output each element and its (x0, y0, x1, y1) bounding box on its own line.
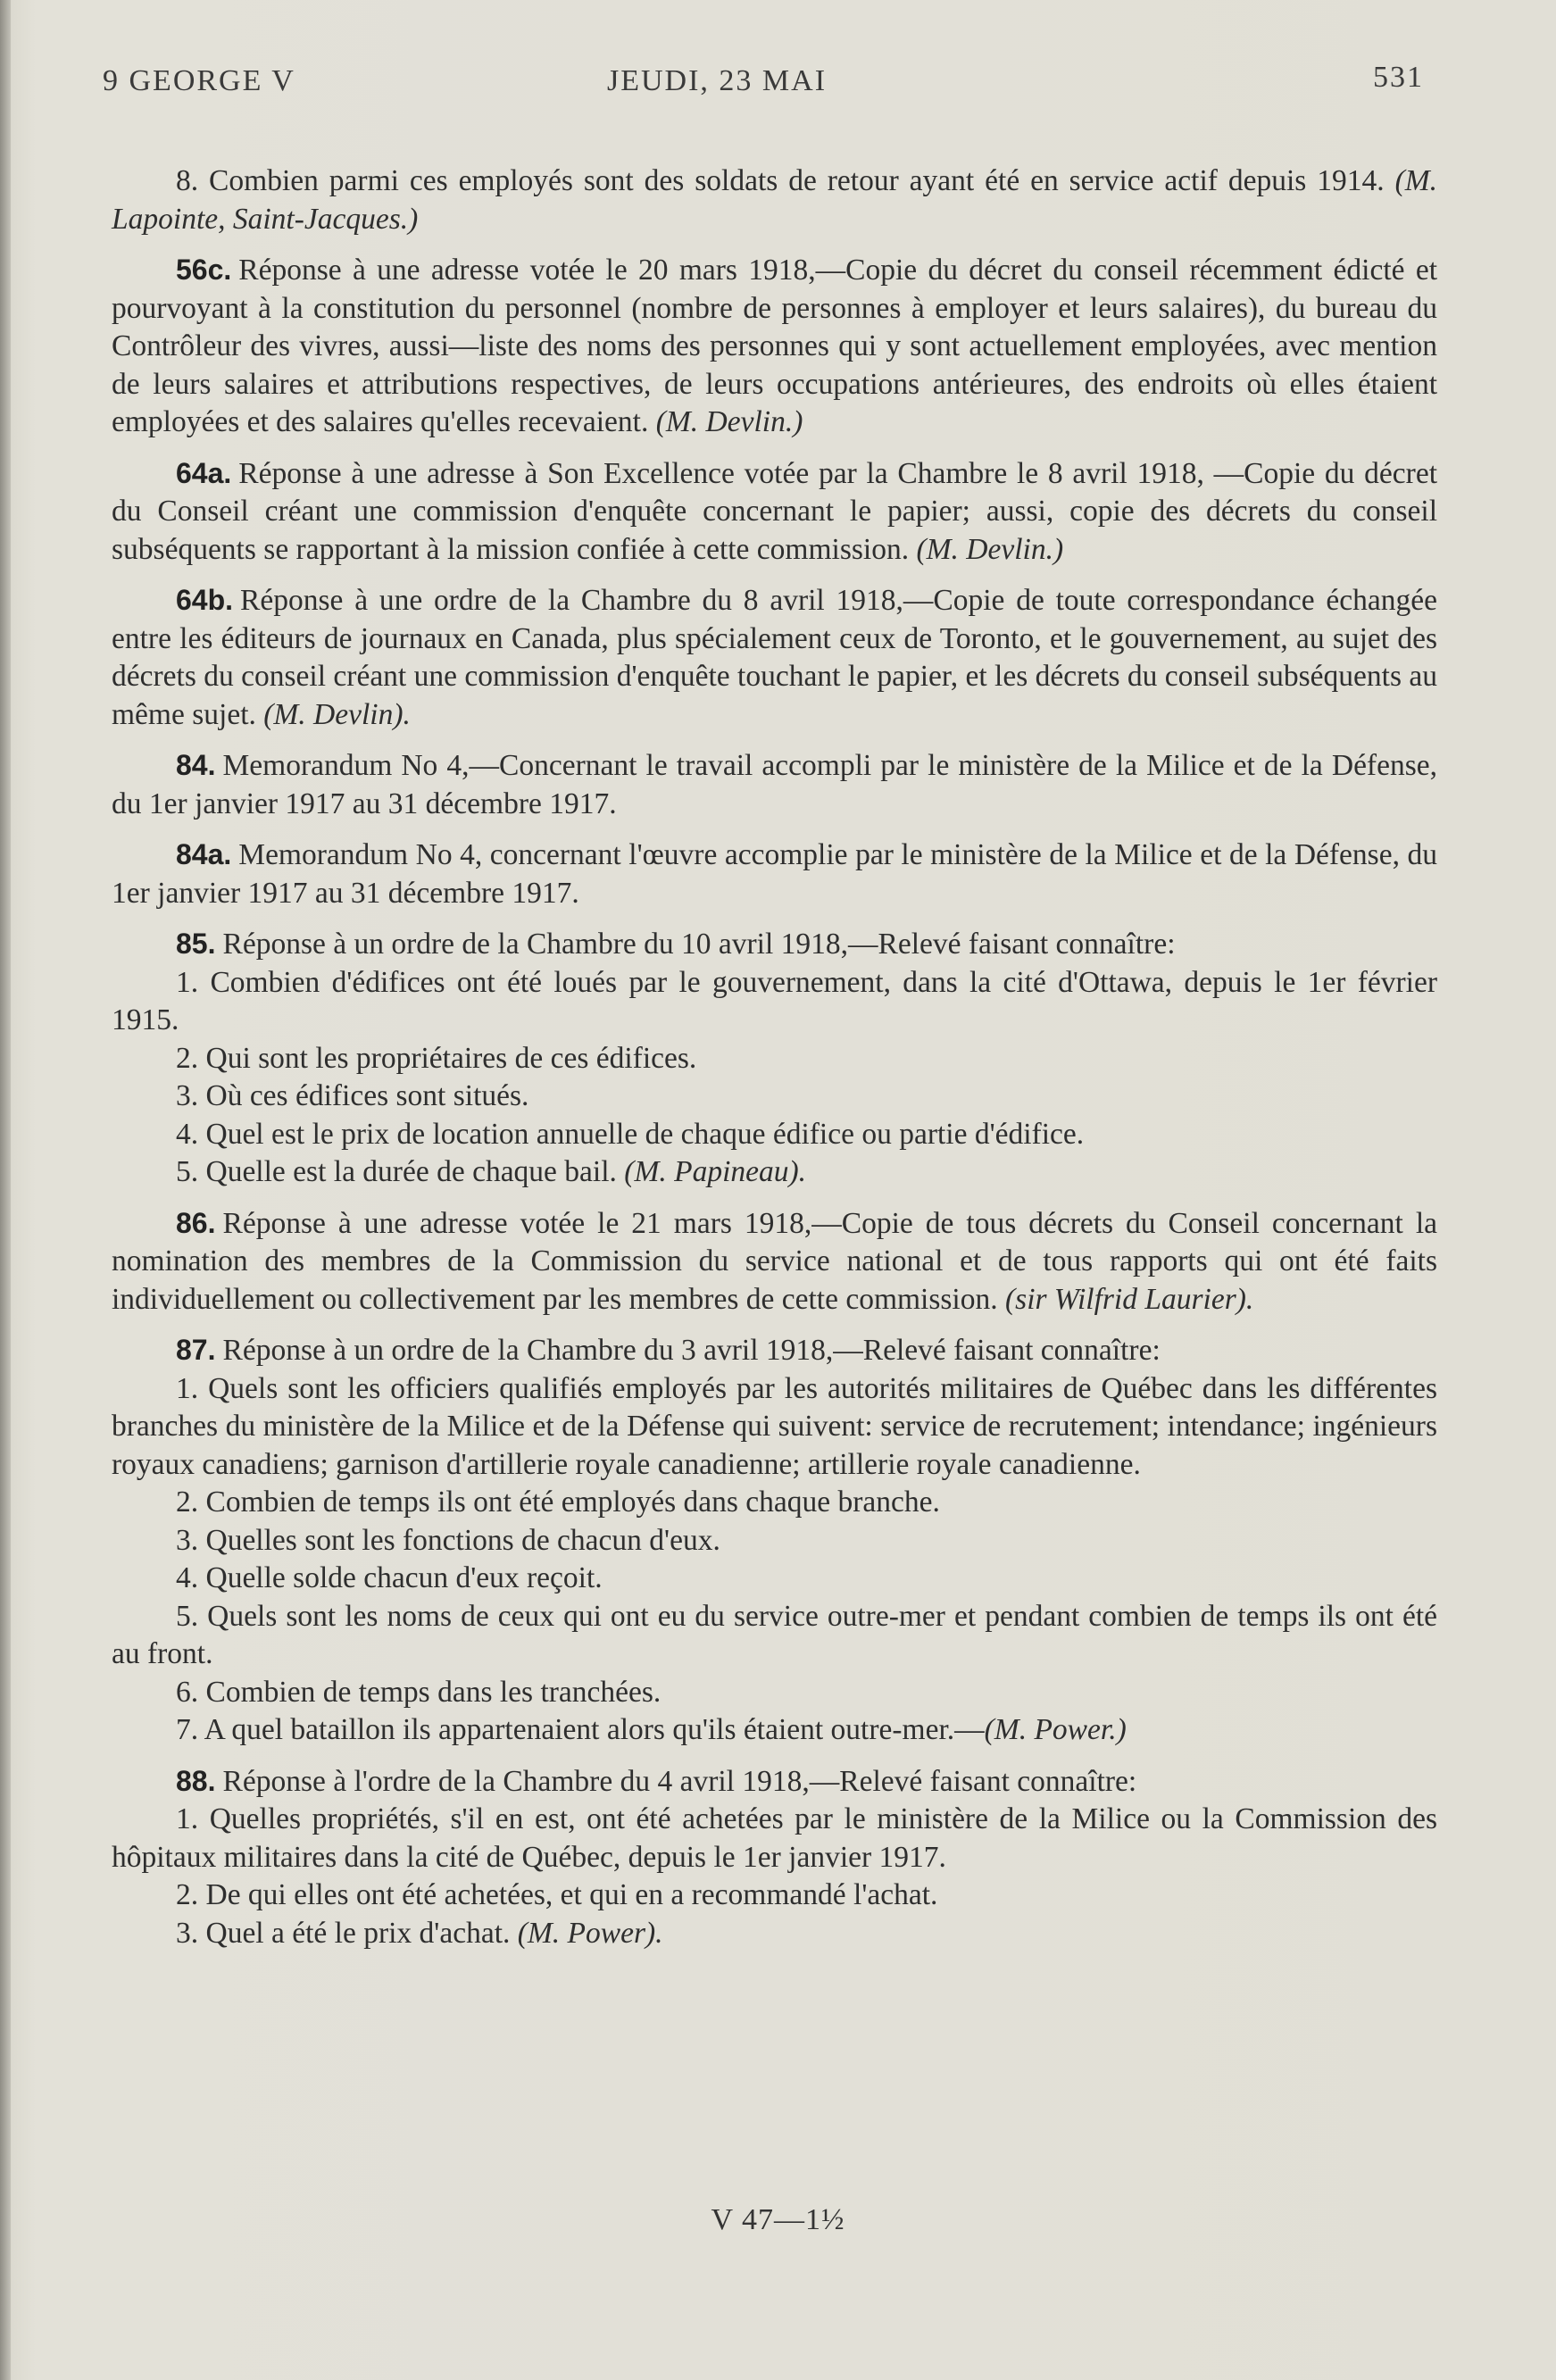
sub-question-text: 5. Quelle est la durée de chaque bail. (176, 1155, 617, 1188)
entry-number: 64a. (176, 456, 232, 489)
page-header (103, 61, 1424, 109)
entry-author: (M. Devlin.) (655, 405, 803, 438)
entry-number: 87. (176, 1334, 216, 1366)
entry-number: 88. (176, 1764, 216, 1797)
sub-question-text: 1. Quelles propriétés, s'il en est, ont été achetées par le ministère de la Milice ou la Commission des hôpitaux militaires dans la cité de Québec, depuis le 1er janvier 1917. (112, 1802, 1437, 1874)
entry-number: 64b. (176, 584, 234, 616)
sub-question-text: 1. Quels sont les officiers qualifiés employés par les autorités militaires de Québec dans les différentes branches du ministère de la Milice et de la Défense qui suivent: service de recrutement; intendance; ingénieurs royaux canadiens; garnison d'artillerie royale canadienne; artillerie royale canadienne. (112, 1371, 1437, 1481)
entry-number: 84. (176, 749, 216, 781)
sub-question-text: 2. Combien de temps ils ont été employés dans chaque branche. (176, 1485, 940, 1519)
sub-question (112, 1522, 1437, 1560)
entry-author: (sir Wilfrid Laurier). (1005, 1282, 1254, 1316)
sub-question (112, 1078, 1437, 1116)
entry-text: Réponse à une ordre de la Chambre du 8 avril 1918,—Copie de toute correspondance échangée entre les éditeurs de journaux en Canada, plus spécialement ceux de Toronto, et le gouvernement, au sujet des décrets du conseil créant une commission d'enquête touchant le papier, et les décrets du conseil subséquents au même sujet. (112, 584, 1437, 731)
sessional-paper-entry (112, 1204, 1437, 1319)
sub-question-text: 4. Quel est le prix de location annuelle de chaque édifice ou partie d'édifice. (176, 1117, 1085, 1151)
entry-number: 56c. (176, 254, 232, 286)
entry-author: (M. Devlin.) (916, 532, 1064, 566)
sub-question (112, 1915, 1437, 1953)
sub-question-text: 7. A quel bataillon ils appartenaient alors qu'ils étaient outre-mer.— (176, 1713, 985, 1746)
sub-question-text: 5. Quels sont les noms de ceux qui ont eu du service outre-mer et pendant combien de temps ils ont été au front. (112, 1599, 1437, 1670)
entry-author: (M. Power.) (984, 1713, 1127, 1746)
sub-question (112, 1711, 1437, 1750)
page-footer-signature: V 47—1½ (711, 2203, 845, 2236)
entry-text: 8. Combien parmi ces employés sont des soldats de retour ayant été en service actif depuis 1914. (176, 164, 1385, 197)
sub-question (112, 964, 1437, 1040)
sub-question-text: 6. Combien de temps dans les tranchées. (176, 1675, 662, 1709)
sub-question (112, 1484, 1437, 1522)
entry-number: 84a. (176, 838, 232, 870)
header-session: 9 GEORGE V (103, 64, 295, 97)
sessional-paper-entry (112, 1762, 1437, 1802)
entry-text: Memorandum No 4,—Concernant le travail accompli par le ministère de la Milice et de la Défense, du 1er janvier 1917 au 31 décembre 1917. (112, 749, 1437, 820)
sub-question (112, 1801, 1437, 1877)
sub-question-text: 1. Combien d'édifices ont été loués par le gouvernement, dans la cité d'Ottawa, depuis le 1er février 1915. (112, 965, 1437, 1036)
entry-text: Réponse à une adresse à Son Excellence votée par la Chambre le 8 avril 1918, —Copie du décret du Conseil créant une commission d'enquête concernant le papier; aussi, copie des décrets du conseil subséquents se rapportant à la mission confiée à cette commission. (112, 456, 1437, 566)
entry-number: 86. (176, 1206, 216, 1239)
page-binding-edge (0, 0, 11, 2380)
entry-number: 85. (176, 928, 216, 960)
sessional-paper-entry (112, 454, 1437, 570)
sessional-paper-entry (112, 925, 1437, 964)
sessional-paper-entry (112, 1331, 1437, 1370)
entry-author: (M. Lapointe, Saint-Jacques.) (112, 164, 1438, 236)
header-date: JEUDI, 23 MAI (607, 64, 828, 97)
sub-question-text: 3. Quelles sont les fonctions de chacun d'eux. (176, 1523, 720, 1557)
sub-question (112, 1560, 1437, 1598)
sub-question (112, 1370, 1437, 1485)
entry-text: Réponse à un ordre de la Chambre du 10 avril 1918,—Relevé faisant connaître: (222, 928, 1176, 961)
sessional-paper-entry (112, 251, 1437, 442)
entry-author: (M. Devlin). (263, 697, 411, 731)
sub-question-text: 3. Quel a été le prix d'achat. (176, 1916, 511, 1950)
sessional-paper-entry (112, 746, 1437, 823)
entry-text: Réponse à une adresse votée le 20 mars 1918,—Copie du décret du conseil récemment édicté et pourvoyant à la constitution du personnel (nombre de personnes à employer et leurs salaires), du bureau du Contrôleur des vivres, aussi—liste des noms des personnes qui y sont actuellement employées, avec mention de leurs salaires et attributions respectives, de leurs occupations antérieures, des endroits où elles étaient employées et des salaires qu'elles recevaient. (112, 254, 1437, 438)
entry-author: (M. Power). (517, 1916, 663, 1950)
sub-question-text: 2. Qui sont les propriétaires de ces édifices. (176, 1041, 697, 1075)
entry-text: Réponse à un ordre de la Chambre du 3 avril 1918,—Relevé faisant connaître: (222, 1334, 1161, 1367)
entry-text: Réponse à une adresse votée le 21 mars 1918,—Copie de tous décrets du Conseil concernant la nomination des membres de la Commission du service national et de tous rapports qui ont été faits individuellement ou collectivement par les membres de cette commission. (112, 1206, 1437, 1316)
sessional-paper-entry (112, 581, 1437, 734)
sessional-paper-entry (112, 836, 1437, 912)
paragraph (112, 162, 1437, 238)
sub-question (112, 1877, 1437, 1915)
sub-question (112, 1674, 1437, 1712)
entry-text: Réponse à l'ordre de la Chambre du 4 avril 1918,—Relevé faisant connaître: (222, 1764, 1137, 1798)
sub-question (112, 1116, 1437, 1154)
document-body (112, 162, 1437, 1965)
page-number: 531 (1373, 61, 1424, 94)
sub-question (112, 1153, 1437, 1192)
sub-question-text: 3. Où ces édifices sont situés. (176, 1079, 529, 1112)
sub-question (112, 1040, 1437, 1078)
sub-question-text: 2. De qui elles ont été achetées, et qui en a recommandé l'achat. (176, 1878, 938, 1911)
entry-text: Memorandum No 4, concernant l'œuvre accomplie par le ministère de la Milice et de la Défense, du 1er janvier 1917 au 31 décembre 1917. (112, 838, 1437, 910)
sub-question-text: 4. Quelle solde chacun d'eux reçoit. (176, 1561, 603, 1594)
sub-question (112, 1598, 1437, 1674)
entry-author: (M. Papineau). (624, 1155, 807, 1188)
